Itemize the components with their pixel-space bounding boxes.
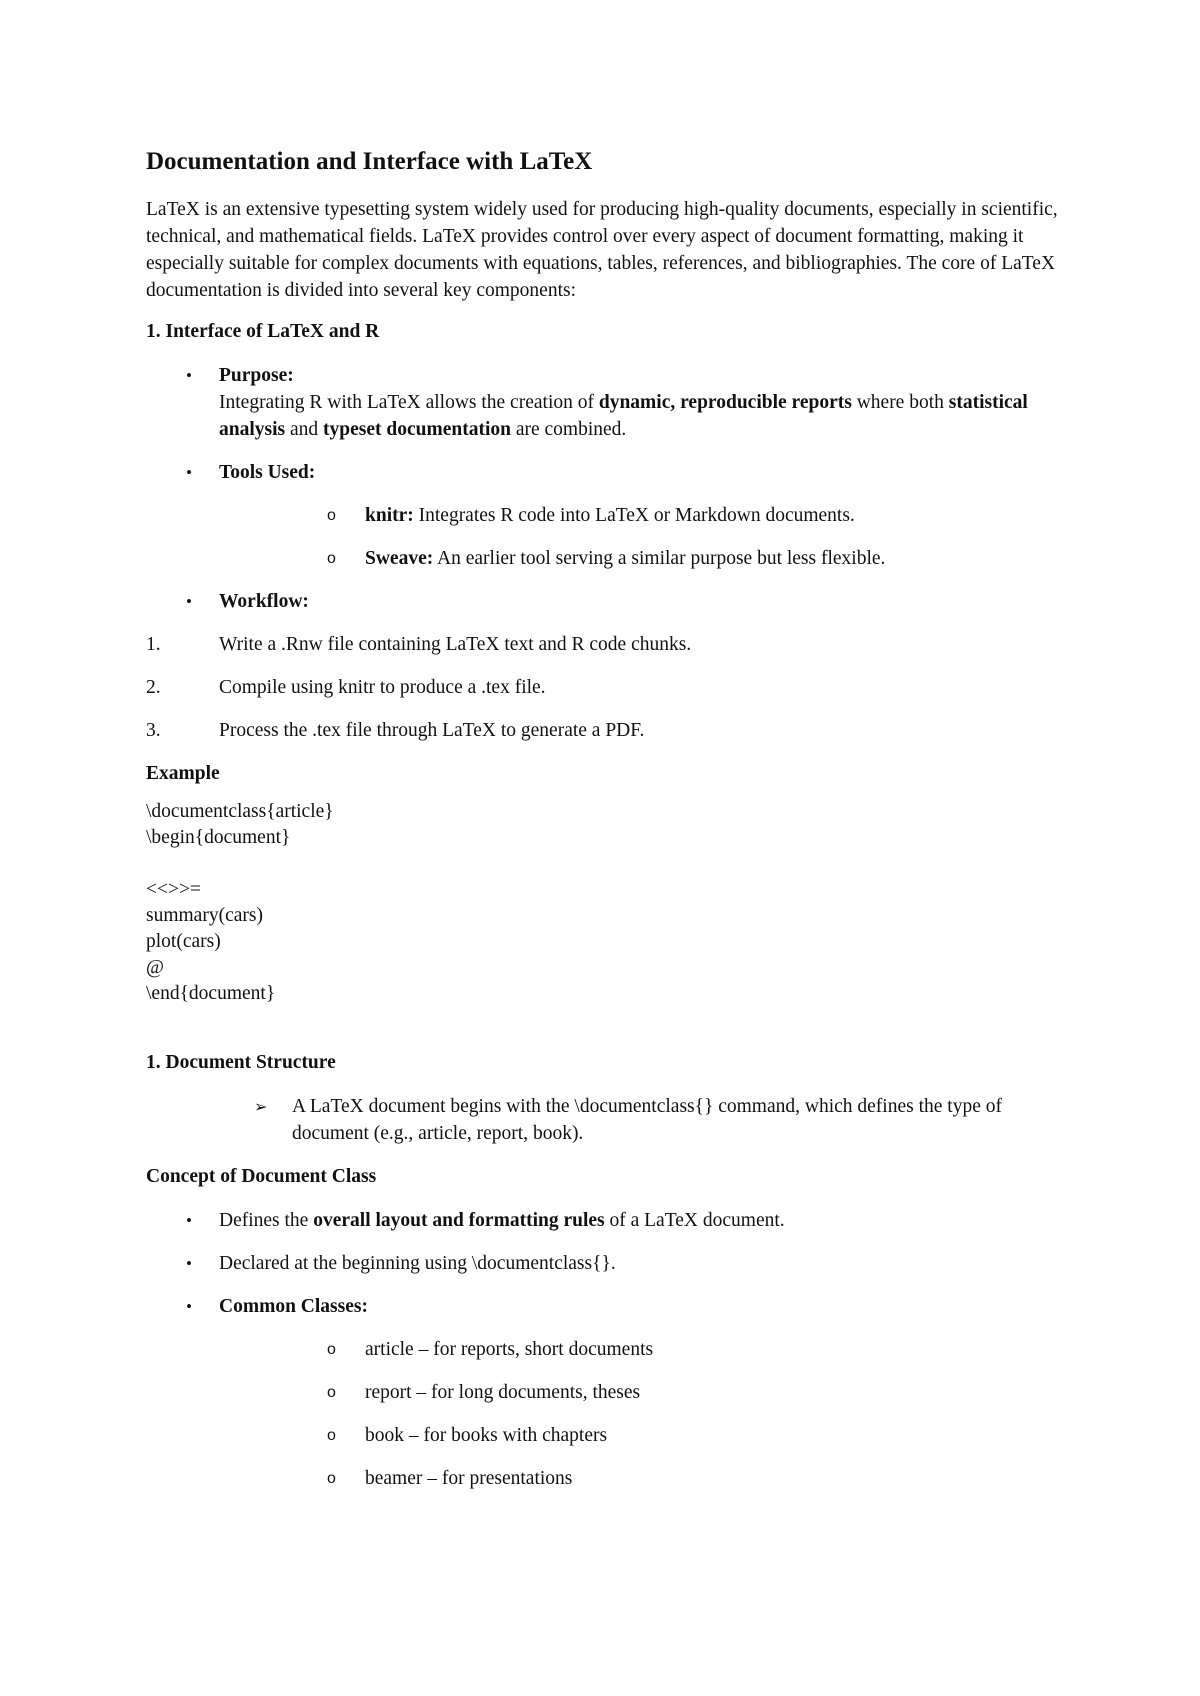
step-text: Write a .Rnw file containing LaTeX text and R code chunks. xyxy=(219,634,692,655)
code-line xyxy=(146,851,1066,877)
step-text: Compile using knitr to produce a .tex file. xyxy=(219,677,546,698)
tool-name: Sweave: xyxy=(365,548,434,569)
tools-sublist xyxy=(219,502,1066,572)
concept-declared-text: Declared at the beginning using \documentclass{}. xyxy=(219,1253,616,1274)
code-line: <<>>= xyxy=(146,879,201,900)
bullet-circle-icon: o xyxy=(327,1384,336,1401)
bullet-dot-icon: • xyxy=(186,366,192,385)
purpose-text-c: and xyxy=(285,419,324,440)
concept-text-b: of a LaTeX document. xyxy=(604,1210,785,1231)
code-line: \end{document} xyxy=(146,983,276,1004)
bullet-circle-icon: o xyxy=(327,1470,336,1487)
class-item xyxy=(219,1465,1066,1492)
class-text: report – for long documents, theses xyxy=(365,1382,641,1403)
section-heading-interface: 1. Interface of LaTeX and R xyxy=(146,321,380,342)
bullet-dot-icon: • xyxy=(186,1211,192,1230)
tool-item-knitr xyxy=(219,502,1066,529)
page-title: Documentation and Interface with LaTeX xyxy=(146,148,593,175)
step-number: 2. xyxy=(146,677,161,698)
bullet-circle-icon: o xyxy=(327,1341,336,1358)
concept-list xyxy=(146,1207,1066,1492)
step-number: 3. xyxy=(146,720,161,741)
structure-item xyxy=(146,1093,1066,1147)
structure-list xyxy=(146,1093,1066,1147)
workflow-step xyxy=(146,717,1066,744)
bullet-dot-icon: • xyxy=(186,1297,192,1316)
purpose-bold-a: dynamic, reproducible reports xyxy=(598,392,852,413)
concept-bold: overall layout and formatting rules xyxy=(313,1210,605,1231)
concept-text-a: Defines the xyxy=(219,1210,314,1231)
structure-text: A LaTeX document begins with the \documentclass{} command, which defines the type of document (e.g., article, report, book). xyxy=(292,1096,1002,1144)
tool-name: knitr: xyxy=(365,505,414,526)
list-item-workflow xyxy=(146,588,1066,615)
workflow-step xyxy=(146,674,1066,701)
tool-item-sweave xyxy=(219,545,1066,572)
class-text: article – for reports, short documents xyxy=(365,1339,654,1360)
bullet-dot-icon: • xyxy=(186,592,192,611)
class-text: beamer – for presentations xyxy=(365,1468,573,1489)
bullet-circle-icon: o xyxy=(327,507,336,524)
classes-sublist xyxy=(219,1336,1066,1492)
purpose-label: Purpose: xyxy=(219,365,294,386)
code-line: @ xyxy=(146,957,164,978)
concept-item-common xyxy=(146,1293,1066,1492)
workflow-step xyxy=(146,631,1066,658)
step-text: Process the .tex file through LaTeX to generate a PDF. xyxy=(219,720,645,741)
intro-paragraph: LaTeX is an extensive typesetting system widely used for producing high-quality documents, especially in scientific, technical, and mathematical fields. LaTeX provides control over every aspect of document formatting, making it especially suitable for complex documents with equations, tables, references, and bibliographies. The core of LaTeX documentation is divided into several key components: xyxy=(146,199,1058,301)
tool-desc: An earlier tool serving a similar purpose but less flexible. xyxy=(433,548,886,569)
purpose-text-d: are combined. xyxy=(510,419,627,440)
arrow-bullet-icon: ➢ xyxy=(254,1097,268,1116)
bullet-circle-icon: o xyxy=(327,550,336,567)
purpose-bold-b: statistical analysis xyxy=(219,392,1028,440)
example-heading xyxy=(146,760,1066,787)
example-heading-text: Example xyxy=(146,763,220,784)
interface-list xyxy=(146,362,1066,615)
section-heading-concept: Concept of Document Class xyxy=(146,1166,377,1187)
step-number: 1. xyxy=(146,634,161,655)
common-classes-label: Common Classes: xyxy=(219,1296,368,1317)
concept-item-layout xyxy=(146,1207,1066,1234)
code-line: summary(cars) xyxy=(146,905,263,926)
spacer xyxy=(146,1007,1066,1049)
workflow-label: Workflow: xyxy=(219,591,309,612)
class-item xyxy=(219,1379,1066,1406)
code-line: \documentclass{article} xyxy=(146,801,334,822)
class-item xyxy=(219,1422,1066,1449)
document-page xyxy=(146,145,1066,1508)
tools-label: Tools Used: xyxy=(219,462,316,483)
purpose-text-b: where both xyxy=(851,392,949,413)
list-item-purpose xyxy=(146,362,1066,443)
bullet-circle-icon: o xyxy=(327,1427,336,1444)
concept-item-declared xyxy=(146,1250,1066,1277)
bullet-dot-icon: • xyxy=(186,1254,192,1273)
tool-desc: Integrates R code into LaTeX or Markdown documents. xyxy=(413,505,855,526)
class-text: book – for books with chapters xyxy=(365,1425,608,1446)
code-line: plot(cars) xyxy=(146,931,221,952)
class-item xyxy=(219,1336,1066,1363)
bullet-dot-icon: • xyxy=(186,463,192,482)
code-line: \begin{document} xyxy=(146,827,291,848)
code-example xyxy=(146,799,1066,1007)
section-heading-structure: 1. Document Structure xyxy=(146,1052,336,1073)
list-item-tools xyxy=(146,459,1066,572)
purpose-bold-c: typeset documentation xyxy=(323,419,511,440)
purpose-text-a: Integrating R with LaTeX allows the creation of xyxy=(219,392,599,413)
workflow-steps xyxy=(146,631,1066,744)
